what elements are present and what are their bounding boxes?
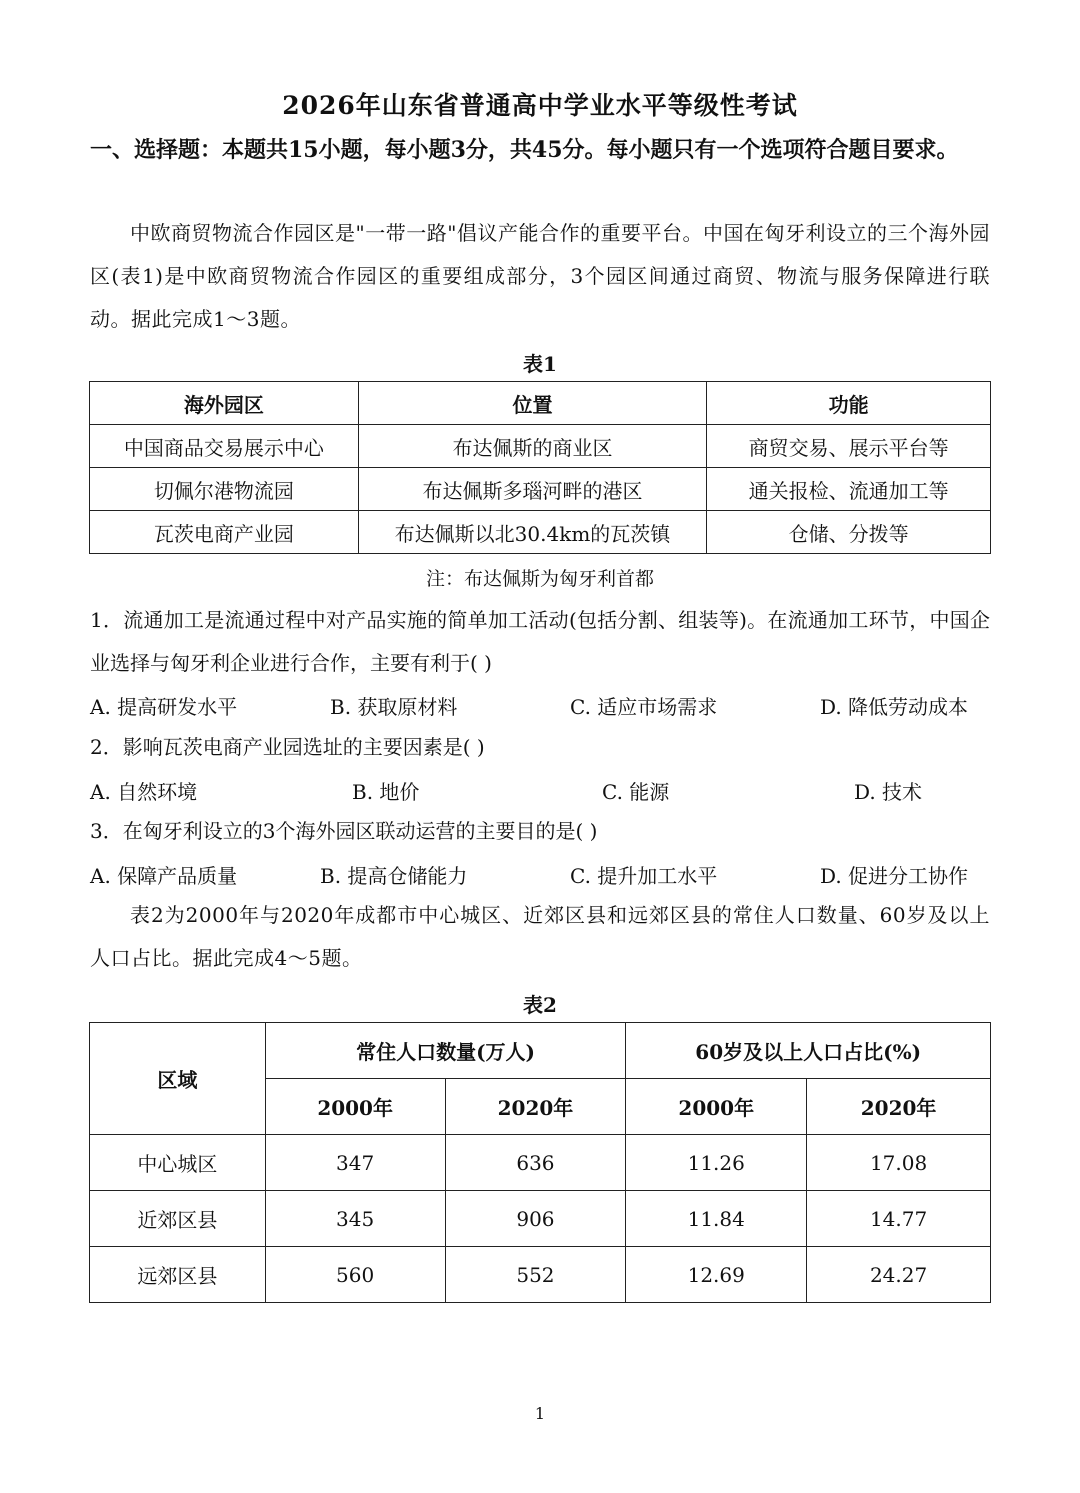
table-cell: 布达佩斯的商业区 <box>358 425 707 468</box>
table-cell: 347 <box>265 1135 445 1191</box>
option-a: A. 保障产品质量 <box>90 864 238 888</box>
intro-paragraph-1: 中欧商贸物流合作园区是"一带一路"倡议产能合作的重要平台。中国在匈牙利设立的三个海外园区(表1)是中欧商贸物流合作园区的重要组成部分，3个园区间通过商贸、物流与服务保障进行联动。据此完成1～3题。 <box>90 221 990 331</box>
table-cell: 560 <box>265 1247 445 1303</box>
table-cell: 14.77 <box>807 1191 991 1247</box>
option-c: C. 能源 <box>602 780 670 804</box>
table-cell: 906 <box>445 1191 626 1247</box>
exam-title: 2026年山东省普通高中学业水平等级性考试 <box>282 91 798 120</box>
group-header-population: 常住人口数量(万人) <box>265 1023 626 1079</box>
question-1-stem: 1．流通加工是流通过程中对产品实施的简单加工活动(包括分割、组装等)。在流通加工环节，中国企业选择与匈牙利企业进行合作，主要有利于( ) <box>90 608 990 675</box>
table-row <box>90 1191 991 1247</box>
table-header-row <box>90 1023 991 1079</box>
option-c: C. 提升加工水平 <box>570 864 718 888</box>
question-3-options <box>90 860 990 890</box>
table-cell: 11.26 <box>626 1135 807 1191</box>
table-cell: 24.27 <box>807 1247 991 1303</box>
question-1-options <box>90 691 990 721</box>
table-2 <box>89 1022 991 1303</box>
table-cell: 12.69 <box>626 1247 807 1303</box>
table-cell: 布达佩斯以北30.4km的瓦茨镇 <box>358 511 707 554</box>
table-row <box>90 511 991 554</box>
group-header-elderly-share: 60岁及以上人口占比(%) <box>626 1023 991 1079</box>
option-a: A. 提高研发水平 <box>90 695 238 719</box>
column-header: 功能 <box>707 382 991 425</box>
table-header-row <box>90 382 991 425</box>
option-b: B. 提高仓储能力 <box>320 864 468 888</box>
table-cell: 近郊区县 <box>90 1191 266 1247</box>
table-cell: 636 <box>445 1135 626 1191</box>
option-d: D. 技术 <box>854 780 923 804</box>
table-row <box>90 1135 991 1191</box>
region-header: 区域 <box>90 1023 266 1135</box>
year-header: 2000年 <box>265 1079 445 1135</box>
table-row <box>90 468 991 511</box>
table-cell: 中心城区 <box>90 1135 266 1191</box>
column-header: 位置 <box>358 382 707 425</box>
section-heading: 一、选择题：本题共15小题，每小题3分，共45分。每小题只有一个选项符合题目要求。 <box>90 137 959 163</box>
question-2-options <box>90 776 990 806</box>
table1-note: 注：布达佩斯为匈牙利首都 <box>425 568 654 590</box>
table-cell: 552 <box>445 1247 626 1303</box>
option-a: A. 自然环境 <box>90 780 198 804</box>
table-cell: 仓储、分拨等 <box>707 511 991 554</box>
table-cell: 345 <box>265 1191 445 1247</box>
year-header: 2020年 <box>807 1079 991 1135</box>
table-cell: 17.08 <box>807 1135 991 1191</box>
option-d: D. 促进分工协作 <box>820 864 969 888</box>
intro-paragraph-2: 表2为2000年与2020年成都市中心城区、近郊区县和远郊区县的常住人口数量、60岁及以上人口占比。据此完成4～5题。 <box>90 903 990 970</box>
table-cell: 中国商品交易展示中心 <box>90 425 359 468</box>
option-b: B. 地价 <box>352 780 420 804</box>
table-cell: 11.84 <box>626 1191 807 1247</box>
year-header: 2020年 <box>445 1079 626 1135</box>
option-b: B. 获取原材料 <box>330 695 458 719</box>
page-number: 1 <box>534 1404 546 1423</box>
table-cell: 商贸交易、展示平台等 <box>707 425 991 468</box>
question-3-stem: 3．在匈牙利设立的3个海外园区联动运营的主要目的是( ) <box>90 819 598 843</box>
question-2-stem: 2．影响瓦茨电商产业园选址的主要因素是( ) <box>90 735 485 759</box>
year-header: 2000年 <box>626 1079 807 1135</box>
table-cell: 远郊区县 <box>90 1247 266 1303</box>
table1-caption: 表1 <box>523 352 557 376</box>
table-cell: 布达佩斯多瑙河畔的港区 <box>358 468 707 511</box>
table-cell: 瓦茨电商产业园 <box>90 511 359 554</box>
table-cell: 切佩尔港物流园 <box>90 468 359 511</box>
option-d: D. 降低劳动成本 <box>820 695 969 719</box>
table-cell: 通关报检、流通加工等 <box>707 468 991 511</box>
column-header: 海外园区 <box>90 382 359 425</box>
table-1 <box>89 381 991 554</box>
table-row <box>90 1247 991 1303</box>
table-row <box>90 425 991 468</box>
table2-caption: 表2 <box>523 993 557 1017</box>
option-c: C. 适应市场需求 <box>570 695 718 719</box>
